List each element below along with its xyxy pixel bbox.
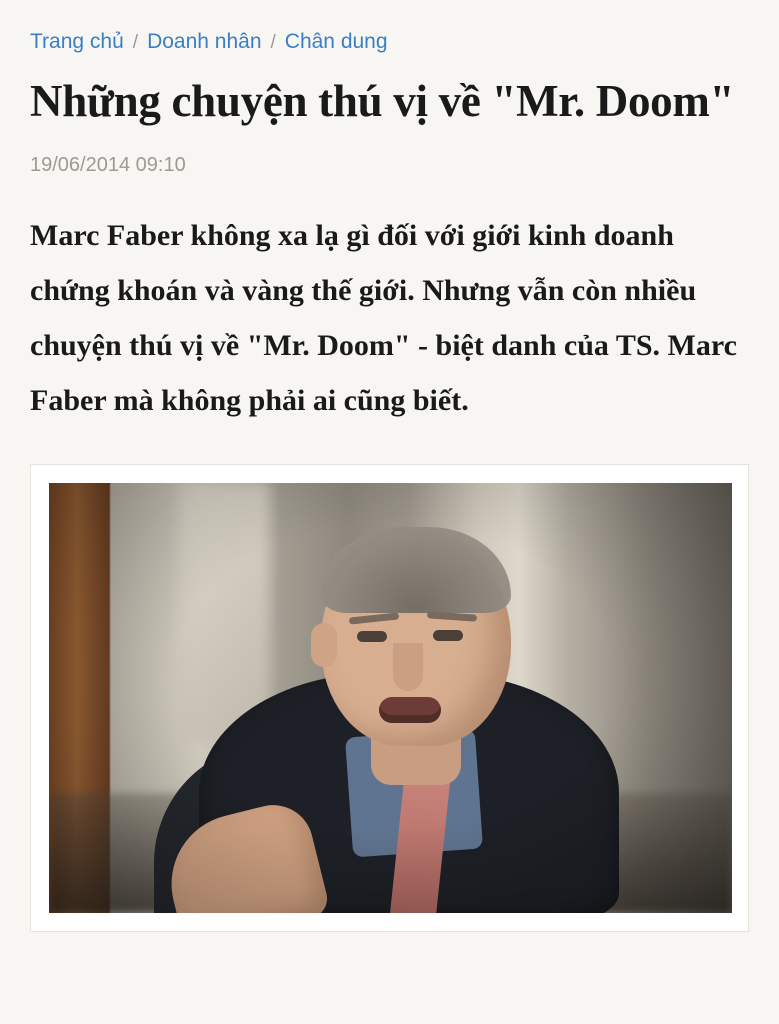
page-title: Những chuyện thú vị về "Mr. Doom" [30, 76, 735, 126]
breadcrumb-separator: / [132, 32, 139, 53]
marc-faber-portrait-photo [49, 483, 732, 913]
breadcrumb-item-home[interactable]: Trang chủ [30, 30, 124, 53]
breadcrumb-item-doanh-nhan[interactable]: Doanh nhân [147, 30, 262, 53]
photo-vignette [49, 483, 732, 913]
breadcrumb [30, 28, 749, 57]
article-lead: Marc Faber không xa lạ gì đối với giới kinh doanh chứng khoán và vàng thế giới. Nhưng vẫn còn nhiều chuyện thú vị về "Mr. Doom" - biệt danh của TS. Marc Faber mà không phải ai cũng biết. [30, 219, 737, 417]
breadcrumb-separator: / [270, 32, 276, 53]
breadcrumb-item-chan-dung[interactable]: Chân dung [284, 30, 388, 53]
article-figure [30, 464, 749, 932]
article-timestamp: 19/06/2014 09:10 [30, 154, 186, 176]
